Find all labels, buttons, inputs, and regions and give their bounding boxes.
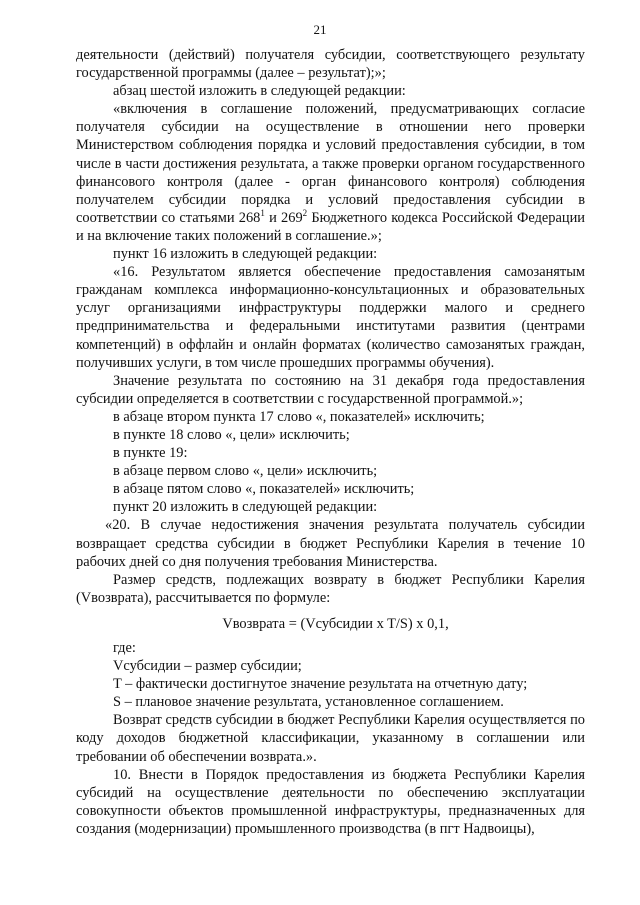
paragraph	[76, 100, 585, 245]
paragraph: Vсубсидии – размер субсидии;	[113, 658, 302, 675]
paragraph: где:	[113, 640, 136, 656]
paragraph: в абзаце втором пункта 17 слово «, показателей» исключить;	[113, 408, 485, 425]
paragraph: деятельности (действий) получателя субсидии, соответствующего результату государственной программы (далее – результат);»;	[76, 47, 585, 82]
paragraph: «16. Результатом является обеспечение предоставления самозанятым гражданам комплекса информационно-консультационных и образовательных услуг организациями инфраструктуры поддержки малого и среднего предпринимательства и федеральными институтами развития (центрами компетенций) в оффлайн и онлайн форматах (количество самозанятых граждан, получивших услуги, в том числе прошедших программы обучения).	[76, 264, 585, 371]
document-body	[76, 46, 585, 838]
paragraph: S – плановое значение результата, установленное соглашением.	[113, 694, 504, 711]
paragraph: T – фактически достигнутое значение результата на отчетную дату;	[113, 676, 528, 693]
formula: Vвозврата = (Vсубсидии x T/S) x 0,1,	[222, 615, 449, 632]
paragraph: в пункте 19:	[113, 445, 188, 462]
paragraph: в пункте 18 слово «, цели» исключить;	[113, 426, 350, 443]
paragraph: Возврат средств субсидии в бюджет Республики Карелия осуществляется по коду доходов бюджетной классификации, указанному в соглашении или требовании об обеспечении возврата.».	[76, 712, 585, 765]
paragraph: в абзаце пятом слово «, показателей» исключить;	[113, 481, 415, 498]
superscript: 1	[260, 208, 265, 219]
paragraph: Значение результата по состоянию на 31 декабря года предоставления субсидии определяется в соответствии с государственной программой.»;	[76, 372, 585, 407]
paragraph-text: Бюджетного кодекса Российской Федерации и на включение таких положений в соглашение.»;	[76, 209, 585, 244]
paragraph: абзац шестой изложить в следующей редакции:	[113, 83, 406, 100]
paragraph-text: и 269	[264, 209, 303, 226]
paragraph-text: «включения в соглашение положений, предусматривающих согласие получателя субсидии на осуществление в отношении него проверки Министерством соблюдения порядка и условий предоставления субсидии, в том числе в части достижения результата, а также проверки органом государственного финансового контроля (далее - орган финансового контроля) соблюдения получателем субсидии порядка и условий предоставления субсидии в соответствии со статьями 268	[76, 101, 585, 226]
paragraph: пункт 20 изложить в следующей редакции:	[113, 499, 378, 516]
paragraph: Размер средств, подлежащих возврату в бюджет Республики Карелия (Vвозврата), рассчитывается по формуле:	[76, 571, 585, 606]
paragraph: 10. Внести в Порядок предоставления из бюджета Республики Карелия субсидий на осуществление деятельности по обеспечению эксплуатации совокупности объектов промышленной инфраструктуры, предназначенных для создания (модернизации) промышленного производства (в пгт Надвоицы),	[76, 766, 585, 837]
superscript: 2	[302, 208, 308, 219]
paragraph: в абзаце первом слово «, цели» исключить;	[113, 463, 378, 480]
paragraph: пункт 16 изложить в следующей редакции:	[113, 246, 378, 263]
page-number: 21	[313, 22, 327, 37]
paragraph: «20. В случае недостижения значения результата получатель субсидии возвращает средства субсидии в бюджет Республики Карелия в течение 10 рабочих дней со дня получения требования Министерства.	[76, 517, 585, 570]
